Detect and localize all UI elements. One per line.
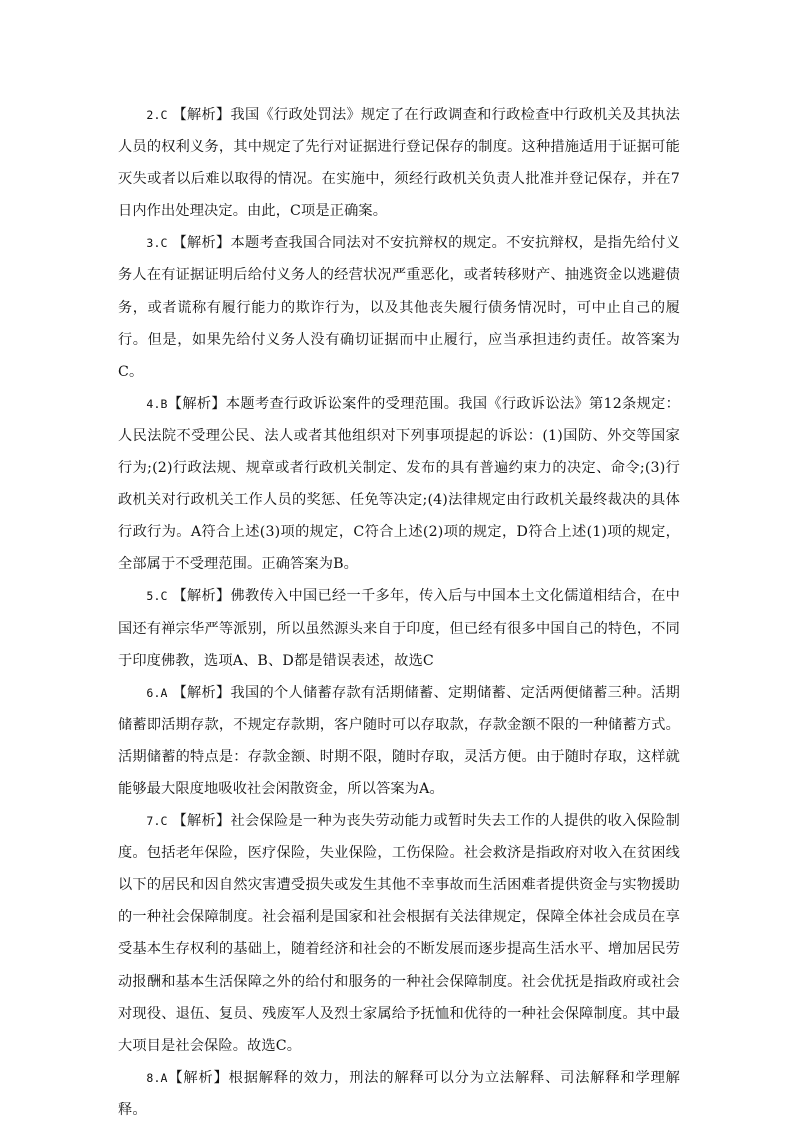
answer-explanation: 【解析】本题考查行政诉讼案件的受理范围。我国《行政诉讼法》第12条规定：人民法院不受理公民、法人或者其他组织对下列事项提起的诉讼：(1)国防、外交等国家行为;(2)行政法规、规章或者行政机关制定、发布的具有普遍约束力的决定、命令;(3)行政机关对行政机关工作人员的奖惩、任免等决定;(4)法律规定由行政机关最终裁决的具体行政行为。A符合上述(3)项的规定，C符合上述(2)项的规定，D符合上述(1)项的规定，全部属于不受理范围。正确答案为B。	[118, 395, 680, 573]
answer-explanation: 【解析】根据解释的效力，刑法的解释可以分为立法解释、司法解释和学理解释。	[118, 1069, 680, 1118]
answer-paragraph-7	[118, 805, 680, 1062]
answer-number: 5.C	[146, 589, 168, 604]
answer-paragraph-5	[118, 580, 680, 676]
answer-paragraph-3	[118, 227, 680, 387]
answer-explanation: 【解析】我国《行政处罚法》规定了在行政调查和行政检查中行政机关及其执法人员的权利义务，其中规定了先行对证据进行登记保存的制度。这种措施适用于证据可能灭失或者以后难以取得的情况。在实施中，须经行政机关负责人批准并登记保存，并在7日内作出处理决定。由此，C项是正确案。	[118, 107, 680, 220]
answer-number: 4.B	[146, 396, 168, 411]
document-page	[118, 99, 680, 1126]
answer-number: 6.A	[146, 685, 168, 700]
answer-paragraph-8	[118, 1062, 680, 1126]
answer-number: 7.C	[146, 814, 168, 829]
answer-number: 2.C	[146, 108, 168, 122]
answer-explanation: 【解析】本题考查我国合同法对不安抗辩权的规定。不安抗辩权，是指先给付义务人在有证据证明后给付义务人的经营状况严重恶化，或者转移财产、抽逃资金以逃避债务，或者谎称有履行能力的欺诈行为，以及其他丧失履行债务情况时，可中止自己的履行。但是，如果先给付义务人没有确切证据而中止履行，应当承担违约责任。故答案为C。	[118, 235, 680, 380]
answer-paragraph-6	[118, 677, 680, 805]
answer-paragraph-4	[118, 388, 680, 581]
answer-explanation: 【解析】佛教传入中国已经一千多年，传入后与中国本土文化儒道相结合，在中国还有禅宗华严等派别，所以虽然源头来自于印度，但已经有很多中国自己的特色，不同于印度佛教，选项A、B、D都是错误表述，故选C	[118, 588, 680, 669]
answer-explanation: 【解析】社会保险是一种为丧失劳动能力或暂时失去工作的人提供的收入保险制度。包括老年保险，医疗保险，失业保险，工伤保险。社会救济是指政府对收入在贫困线以下的居民和因自然灾害遭受损失或发生其他不幸事故而生活困难者提供资金与实物援助的一种社会保障制度。社会福利是国家和社会根据有关法律规定，保障全体社会成员在享受基本生存权利的基础上，随着经济和社会的不断发展而逐步提高生活水平、增加居民劳动报酬和基本生活保障之外的给付和服务的一种社会保障制度。社会优抚是指政府或社会对现役、退伍、复员、残废军人及烈士家属给予抚恤和优待的一种社会保障制度。其中最大项目是社会保险。故选C。	[118, 813, 680, 1054]
answer-paragraph-2	[118, 99, 680, 227]
answer-number: 3.C	[146, 236, 168, 251]
answer-number: 8.A	[146, 1070, 168, 1085]
answer-explanation: 【解析】我国的个人储蓄存款有活期储蓄、定期储蓄、定活两便储蓄三种。活期储蓄即活期存款，不规定存款期，客户随时可以存取款，存款金额不限的一种储蓄方式。活期储蓄的特点是：存款金额、时期不限，随时存取，灵活方便。由于随时存取，这样就能够最大限度地吸收社会闲散资金，所以答案为A。	[118, 684, 680, 797]
